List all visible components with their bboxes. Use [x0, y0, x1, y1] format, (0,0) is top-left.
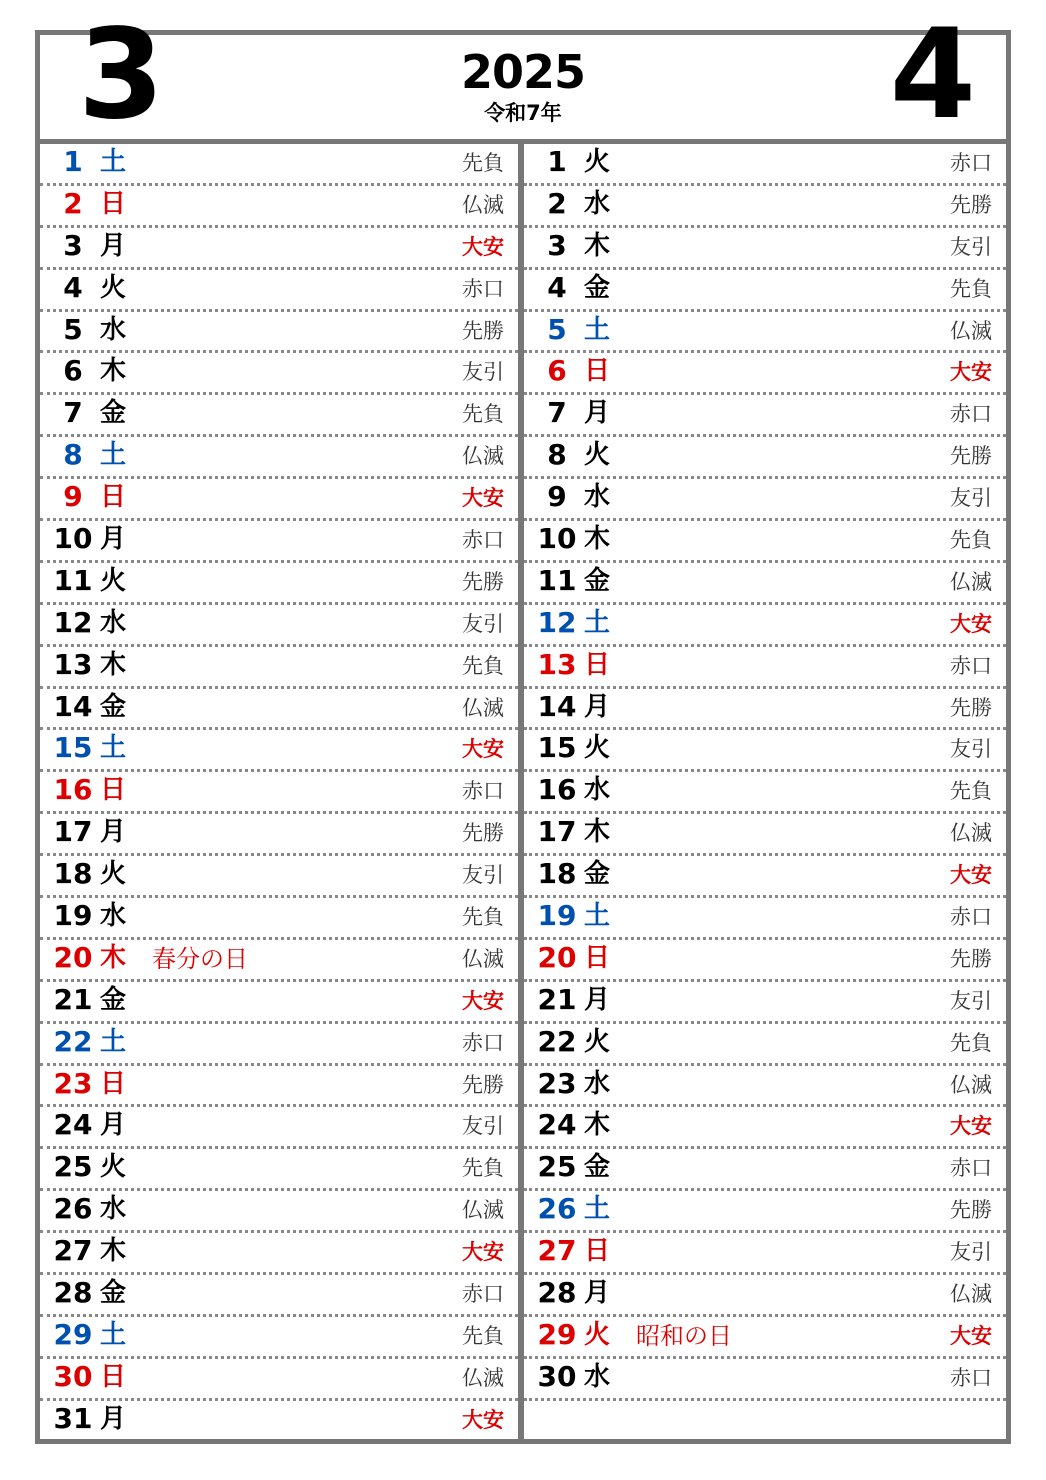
- rokuyo-label: 仏滅: [462, 1198, 504, 1223]
- day-number: 18: [537, 857, 577, 891]
- day-number: 21: [537, 982, 577, 1016]
- day-row: [40, 479, 518, 521]
- day-number: 2: [63, 186, 83, 220]
- rokuyo-label: 友引: [462, 360, 504, 385]
- day-row: [524, 353, 1006, 395]
- day-number: 19: [537, 899, 577, 933]
- rokuyo-label: 先負: [462, 402, 504, 427]
- weekday-label: 日: [100, 188, 127, 219]
- weekday-label: 火: [584, 1026, 611, 1057]
- day-number: 9: [63, 480, 83, 514]
- day-number: 19: [53, 899, 93, 933]
- rokuyo-label: 先負: [950, 528, 992, 553]
- day-number: 23: [537, 1066, 577, 1100]
- weekday-label: 木: [100, 649, 127, 680]
- day-row: [40, 563, 518, 605]
- weekday-label: 木: [584, 817, 611, 848]
- day-number: 13: [53, 647, 93, 681]
- weekday-label: 木: [584, 1110, 611, 1141]
- weekday-label: 木: [100, 1236, 127, 1267]
- weekday-label: 木: [584, 230, 611, 261]
- day-row: [524, 1317, 1006, 1359]
- day-row: [524, 814, 1006, 856]
- day-row: [524, 1107, 1006, 1149]
- day-row: [524, 395, 1006, 437]
- day-row: [524, 940, 1006, 982]
- weekday-label: 金: [100, 1278, 127, 1309]
- day-number: 16: [537, 773, 577, 807]
- day-row: [524, 1191, 1006, 1233]
- rokuyo-label: 赤口: [950, 905, 992, 930]
- weekday-label: 水: [584, 482, 611, 513]
- day-number: 21: [53, 982, 93, 1016]
- day-row: [524, 647, 1006, 689]
- day-number: 1: [547, 145, 567, 178]
- rokuyo-label: 赤口: [462, 779, 504, 804]
- rokuyo-label: 仏滅: [950, 569, 992, 594]
- day-number: 11: [53, 563, 93, 597]
- day-row: [40, 353, 518, 395]
- weekday-label: 日: [584, 942, 611, 973]
- weekday-label: 日: [100, 775, 127, 806]
- day-number: 25: [53, 1150, 93, 1184]
- weekday-label: 火: [100, 565, 127, 596]
- day-row: [524, 186, 1006, 228]
- day-number: 27: [53, 1234, 93, 1268]
- day-number: 5: [547, 312, 567, 346]
- rokuyo-label: 仏滅: [950, 1072, 992, 1097]
- day-row: [524, 1275, 1006, 1317]
- rokuyo-label: 先負: [462, 1323, 504, 1348]
- day-row: [524, 1066, 1006, 1108]
- day-row: [524, 1024, 1006, 1066]
- rokuyo-label: 仏滅: [462, 444, 504, 469]
- rokuyo-label: 先勝: [462, 1072, 504, 1097]
- day-row: [524, 270, 1006, 312]
- rokuyo-label: 先勝: [462, 569, 504, 594]
- day-number: 14: [53, 689, 93, 723]
- day-number: 4: [547, 270, 567, 304]
- weekday-label: 土: [100, 1026, 127, 1057]
- day-number: 15: [53, 731, 93, 765]
- day-row: [524, 605, 1006, 647]
- rokuyo-label: 大安: [950, 360, 992, 385]
- rokuyo-label: 先負: [950, 779, 992, 804]
- day-number: 17: [537, 815, 577, 849]
- weekday-label: 月: [100, 230, 127, 261]
- day-row: [40, 982, 518, 1024]
- rokuyo-label: 大安: [462, 737, 504, 762]
- weekday-label: 金: [100, 984, 127, 1015]
- day-row: [40, 437, 518, 479]
- day-row: [40, 1191, 518, 1233]
- weekday-label: 火: [100, 1152, 127, 1183]
- day-number: 2: [547, 186, 567, 220]
- rokuyo-label: 赤口: [950, 402, 992, 427]
- rokuyo-label: 先負: [462, 653, 504, 678]
- weekday-label: 日: [584, 1236, 611, 1267]
- day-number: 30: [537, 1359, 577, 1393]
- day-row: [40, 605, 518, 647]
- day-row: [40, 270, 518, 312]
- day-number: 29: [53, 1317, 93, 1351]
- calendar-frame: [35, 3, 1011, 1444]
- day-number: 24: [53, 1108, 93, 1142]
- day-row: [524, 437, 1006, 479]
- rokuyo-label: 赤口: [462, 1030, 504, 1055]
- rokuyo-label: 赤口: [950, 1156, 992, 1181]
- march-column: [40, 144, 518, 1439]
- weekday-label: 月: [584, 398, 611, 429]
- day-number: 10: [53, 522, 93, 556]
- weekday-label: 水: [100, 607, 127, 638]
- weekday-label: 月: [100, 1110, 127, 1141]
- rokuyo-label: 大安: [462, 1240, 504, 1265]
- weekday-label: 火: [584, 147, 611, 177]
- day-number: 23: [53, 1066, 93, 1100]
- day-number: 26: [53, 1192, 93, 1226]
- rokuyo-label: 仏滅: [462, 946, 504, 971]
- day-row: [40, 1024, 518, 1066]
- day-number: 8: [63, 438, 83, 472]
- day-row: [524, 144, 1006, 186]
- rokuyo-label: 先勝: [950, 192, 992, 217]
- day-row: [40, 395, 518, 437]
- rokuyo-label: 友引: [950, 234, 992, 259]
- day-row: [40, 1149, 518, 1191]
- day-row: [40, 814, 518, 856]
- rokuyo-label: 大安: [950, 863, 992, 888]
- rokuyo-label: 友引: [950, 486, 992, 511]
- day-number: 16: [53, 773, 93, 807]
- day-row: [40, 730, 518, 772]
- day-number: 5: [63, 312, 83, 346]
- day-number: 11: [537, 563, 577, 597]
- day-number: 28: [537, 1276, 577, 1310]
- rokuyo-label: 先勝: [950, 695, 992, 720]
- day-row: [524, 898, 1006, 940]
- day-row: [40, 1066, 518, 1108]
- day-number: 8: [547, 438, 567, 472]
- weekday-label: 火: [100, 272, 127, 303]
- day-number: 1: [63, 145, 83, 178]
- day-number: 15: [537, 731, 577, 765]
- weekday-label: 月: [584, 691, 611, 722]
- day-row: [524, 1233, 1006, 1275]
- weekday-label: 水: [100, 901, 127, 932]
- rokuyo-label: 赤口: [950, 151, 992, 175]
- day-row: [40, 1233, 518, 1275]
- day-row: [40, 144, 518, 186]
- day-number: 7: [63, 396, 83, 430]
- day-number: 26: [537, 1192, 577, 1226]
- day-row: [40, 228, 518, 270]
- weekday-label: 土: [584, 1194, 611, 1225]
- day-row: [524, 521, 1006, 563]
- day-number: 28: [53, 1276, 93, 1310]
- day-number: 24: [537, 1108, 577, 1142]
- day-row: [524, 1359, 1006, 1401]
- rokuyo-label: 先勝: [462, 318, 504, 343]
- weekday-label: 金: [100, 398, 127, 429]
- day-row: [40, 1275, 518, 1317]
- month-right-number: 4: [889, 3, 976, 147]
- rokuyo-label: 赤口: [950, 653, 992, 678]
- day-row: [40, 312, 518, 354]
- weekday-label: 火: [584, 733, 611, 764]
- day-number: 29: [537, 1317, 577, 1351]
- month-left-number: 3: [78, 3, 165, 147]
- rokuyo-label: 仏滅: [462, 1365, 504, 1390]
- rokuyo-label: 先負: [462, 905, 504, 930]
- day-row: [524, 312, 1006, 354]
- day-number: 20: [53, 940, 93, 974]
- day-number: 6: [63, 354, 83, 388]
- day-row: [40, 186, 518, 228]
- weekday-label: 土: [584, 901, 611, 932]
- weekday-label: 月: [100, 524, 127, 555]
- day-number: 7: [547, 396, 567, 430]
- weekday-label: 水: [100, 314, 127, 345]
- day-number: 10: [537, 522, 577, 556]
- day-row: [40, 898, 518, 940]
- rokuyo-label: 赤口: [950, 1365, 992, 1390]
- weekday-label: 土: [100, 733, 127, 764]
- rokuyo-label: 大安: [950, 1323, 992, 1348]
- day-row: [40, 521, 518, 563]
- rokuyo-label: 先負: [462, 1156, 504, 1181]
- weekday-label: 月: [100, 817, 127, 848]
- weekday-label: 水: [584, 188, 611, 219]
- rokuyo-label: 友引: [950, 1240, 992, 1265]
- weekday-label: 水: [584, 1068, 611, 1099]
- day-row: [524, 479, 1006, 521]
- weekday-label: 金: [584, 565, 611, 596]
- weekday-label: 日: [100, 1361, 127, 1392]
- day-number: 9: [547, 480, 567, 514]
- rokuyo-label: 仏滅: [950, 821, 992, 846]
- day-row: [524, 228, 1006, 270]
- weekday-label: 水: [100, 1194, 127, 1225]
- day-number: 12: [537, 605, 577, 639]
- day-row: [40, 1359, 518, 1401]
- day-row: [524, 1401, 1006, 1443]
- day-number: 14: [537, 689, 577, 723]
- rokuyo-label: 仏滅: [462, 192, 504, 217]
- day-row: [40, 856, 518, 898]
- day-row: [40, 772, 518, 814]
- april-column: [524, 144, 1006, 1439]
- rokuyo-label: 大安: [462, 1407, 504, 1432]
- day-row: [524, 730, 1006, 772]
- rokuyo-label: 赤口: [462, 1282, 504, 1307]
- day-number: 17: [53, 815, 93, 849]
- rokuyo-label: 友引: [462, 611, 504, 636]
- day-row: [524, 1149, 1006, 1191]
- rokuyo-label: 友引: [950, 988, 992, 1013]
- rokuyo-label: 大安: [462, 486, 504, 511]
- weekday-label: 月: [584, 984, 611, 1015]
- weekday-label: 火: [584, 1319, 611, 1350]
- rokuyo-label: 仏滅: [950, 1282, 992, 1307]
- weekday-label: 金: [100, 691, 127, 722]
- weekday-label: 水: [584, 775, 611, 806]
- day-number: 27: [537, 1234, 577, 1268]
- day-number: 20: [537, 940, 577, 974]
- weekday-label: 木: [100, 942, 127, 973]
- weekday-label: 日: [584, 649, 611, 680]
- day-number: 6: [547, 354, 567, 388]
- weekday-label: 月: [100, 1403, 127, 1434]
- weekday-label: 土: [100, 440, 127, 471]
- calendar-header: [40, 3, 1006, 147]
- day-number: 18: [53, 857, 93, 891]
- day-row: [524, 563, 1006, 605]
- weekday-label: 土: [100, 147, 127, 177]
- day-number: 25: [537, 1150, 577, 1184]
- day-row: [40, 1317, 518, 1359]
- day-row: [40, 647, 518, 689]
- rokuyo-label: 仏滅: [462, 695, 504, 720]
- weekday-label: 木: [100, 356, 127, 387]
- day-number: 22: [53, 1024, 93, 1058]
- rokuyo-label: 友引: [950, 737, 992, 762]
- weekday-label: 土: [584, 314, 611, 345]
- day-number: 30: [53, 1359, 93, 1393]
- day-number: 3: [547, 228, 567, 262]
- rokuyo-label: 大安: [462, 988, 504, 1013]
- day-row: [524, 982, 1006, 1024]
- weekday-label: 日: [100, 482, 127, 513]
- weekday-label: 水: [584, 1361, 611, 1392]
- year-title: 2025: [460, 45, 586, 99]
- day-number: 22: [537, 1024, 577, 1058]
- era-label: 令和7年: [484, 101, 562, 125]
- day-row: [40, 940, 518, 982]
- rokuyo-label: 先負: [950, 1030, 992, 1055]
- rokuyo-label: 友引: [462, 1114, 504, 1139]
- day-row: [524, 856, 1006, 898]
- weekday-label: 日: [100, 1068, 127, 1099]
- day-row: [524, 772, 1006, 814]
- weekday-label: 金: [584, 272, 611, 303]
- rokuyo-label: 先勝: [950, 946, 992, 971]
- rokuyo-label: 先勝: [950, 444, 992, 469]
- day-number: 13: [537, 647, 577, 681]
- rokuyo-label: 仏滅: [950, 318, 992, 343]
- weekday-label: 日: [584, 356, 611, 387]
- rokuyo-label: 先負: [462, 151, 504, 175]
- rokuyo-label: 先負: [950, 276, 992, 301]
- day-row: [40, 689, 518, 731]
- holiday-label: 春分の日: [152, 944, 248, 973]
- holiday-label: 昭和の日: [636, 1321, 732, 1350]
- day-row: [40, 1107, 518, 1149]
- rokuyo-label: 赤口: [462, 276, 504, 301]
- day-number: 31: [53, 1401, 93, 1435]
- day-number: 12: [53, 605, 93, 639]
- rokuyo-label: 先勝: [950, 1198, 992, 1223]
- weekday-label: 土: [584, 607, 611, 638]
- weekday-label: 土: [100, 1319, 127, 1350]
- rokuyo-label: 赤口: [462, 528, 504, 553]
- day-row: [524, 689, 1006, 731]
- day-row: [40, 1401, 518, 1443]
- rokuyo-label: 先勝: [462, 821, 504, 846]
- weekday-label: 木: [584, 524, 611, 555]
- rokuyo-label: 友引: [462, 863, 504, 888]
- weekday-label: 火: [584, 440, 611, 471]
- weekday-label: 金: [584, 859, 611, 890]
- rokuyo-label: 大安: [950, 611, 992, 636]
- day-number: 3: [63, 228, 83, 262]
- weekday-label: 月: [584, 1278, 611, 1309]
- rokuyo-label: 大安: [950, 1114, 992, 1139]
- weekday-label: 金: [584, 1152, 611, 1183]
- day-number: 4: [63, 270, 83, 304]
- rokuyo-label: 大安: [462, 234, 504, 259]
- weekday-label: 火: [100, 859, 127, 890]
